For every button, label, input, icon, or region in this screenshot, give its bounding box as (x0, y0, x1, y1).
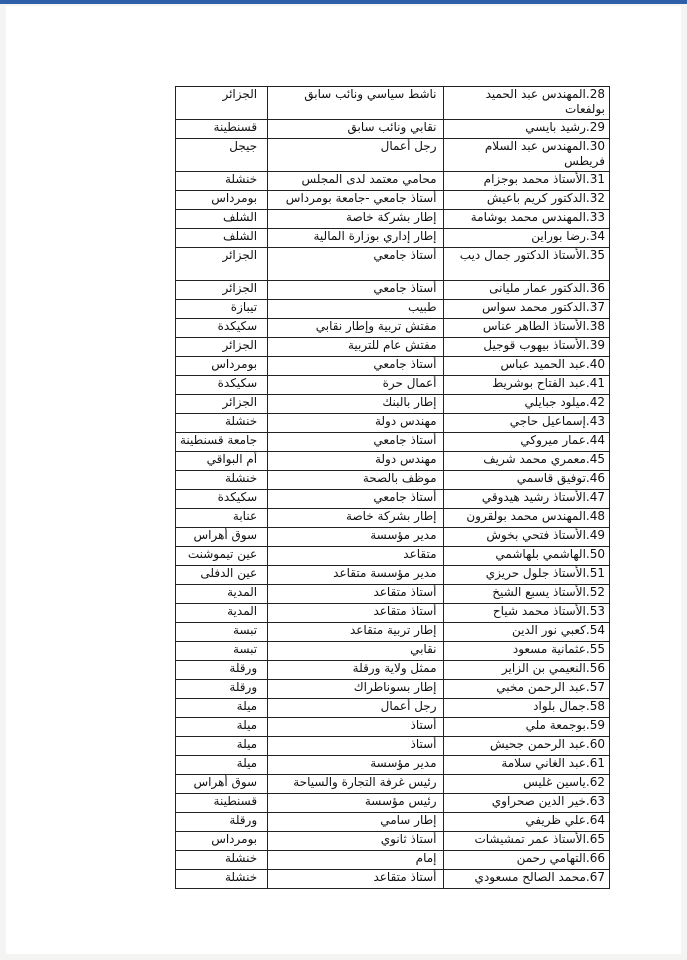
occupation-cell: مفتش تربية وإطار نقابي (268, 319, 443, 338)
name-cell: 60.عبد الرحمن جحيش (443, 737, 609, 756)
occupation-cell: موظف بالصحة (268, 471, 443, 490)
city-cell: الشلف (176, 229, 268, 248)
name-cell: 34.رضا بوراين (443, 229, 609, 248)
occupation-cell: ناشط سياسي ونائب سابق (268, 87, 443, 120)
table-row (176, 680, 610, 699)
occupation-cell: محامي معتمد لدى المجلس (268, 172, 443, 191)
city-cell: الجزائر (176, 87, 268, 120)
table-row (176, 248, 610, 281)
city-cell: الجزائر (176, 395, 268, 414)
table-row (176, 832, 610, 851)
city-cell: المدية (176, 585, 268, 604)
name-cell: 63.خير الدين صحراوي (443, 794, 609, 813)
occupation-cell: رئيس مؤسسة (268, 794, 443, 813)
name-cell: 32.الدكتور كريم باعيش (443, 191, 609, 210)
city-cell: الجزائر (176, 248, 268, 281)
occupation-cell: أعمال حرة (268, 376, 443, 395)
name-cell: 30.المهندس عبد السلام فريطس (443, 139, 609, 172)
name-cell: 61.عبد الغاني سلامة (443, 756, 609, 775)
occupation-cell: إمام (268, 851, 443, 870)
table-row (176, 319, 610, 338)
table-row (176, 737, 610, 756)
table-row (176, 851, 610, 870)
city-cell: جامعة قسنطينة (176, 433, 268, 452)
table-row (176, 338, 610, 357)
name-cell: 52.الأستاذ يسبع الشيخ (443, 585, 609, 604)
table-row (176, 509, 610, 528)
name-cell: 45.معمري محمد شريف (443, 452, 609, 471)
city-cell: سوق أهراس (176, 775, 268, 794)
table-row (176, 376, 610, 395)
name-cell: 35.الأستاذ الدكتور جمال ديب (443, 248, 609, 281)
name-cell: 65.الأستاذ عمر تمشيشات (443, 832, 609, 851)
table-row (176, 490, 610, 509)
city-cell: عين الدفلى (176, 566, 268, 585)
table-row (176, 870, 610, 889)
name-cell: 42.ميلود جبايلي (443, 395, 609, 414)
table-row (176, 547, 610, 566)
occupation-cell: إطار بسوناطراك (268, 680, 443, 699)
city-cell: ميلة (176, 699, 268, 718)
city-cell: قسنطينة (176, 794, 268, 813)
name-cell: 48.المهندس محمد بولقرون (443, 509, 609, 528)
city-cell: ورقلة (176, 813, 268, 832)
members-table (175, 86, 610, 889)
occupation-cell: إطار بشركة خاصة (268, 509, 443, 528)
occupation-cell: أستاذ جامعي (268, 357, 443, 376)
name-cell: 53.الأستاذ محمد شياح (443, 604, 609, 623)
table-row (176, 191, 610, 210)
city-cell: سوق أهراس (176, 528, 268, 547)
occupation-cell: أستاذ متقاعد (268, 604, 443, 623)
name-cell: 62.ياسين غليس (443, 775, 609, 794)
table-row (176, 623, 610, 642)
occupation-cell: رجل أعمال (268, 699, 443, 718)
name-cell: 47.الأستاذ رشيد هيدوقي (443, 490, 609, 509)
occupation-cell: نقابي ونائب سابق (268, 120, 443, 139)
occupation-cell: أستاذ ثانوي (268, 832, 443, 851)
occupation-cell: إطار تربية متقاعد (268, 623, 443, 642)
table-row (176, 87, 610, 120)
table-row (176, 210, 610, 229)
name-cell: 37.الدكتور محمد سواس (443, 300, 609, 319)
name-cell: 57.عبد الرحمن مخبي (443, 680, 609, 699)
occupation-cell: رئيس غرفة التجارة والسياحة (268, 775, 443, 794)
city-cell: قسنطينة (176, 120, 268, 139)
city-cell: عين تيموشنت (176, 547, 268, 566)
city-cell: بومرداس (176, 191, 268, 210)
city-cell: جيجل (176, 139, 268, 172)
city-cell: خنشلة (176, 870, 268, 889)
table-row (176, 281, 610, 300)
city-cell: سكيكدة (176, 490, 268, 509)
name-cell: 39.الأستاذ بيهوب قوجيل (443, 338, 609, 357)
occupation-cell: إطار سامي (268, 813, 443, 832)
name-cell: 44.عمار ميروكي (443, 433, 609, 452)
table-row (176, 120, 610, 139)
occupation-cell: إطار بالبنك (268, 395, 443, 414)
occupation-cell: أستاذ جامعي (268, 490, 443, 509)
occupation-cell: ممثل ولاية ورقلة (268, 661, 443, 680)
document-page (6, 6, 681, 954)
name-cell: 51.الأستاذ جلول حريزي (443, 566, 609, 585)
city-cell: سكيكدة (176, 319, 268, 338)
city-cell: الشلف (176, 210, 268, 229)
occupation-cell: مهندس دولة (268, 414, 443, 433)
name-cell: 54.كعبي نور الدين (443, 623, 609, 642)
occupation-cell: أستاذ جامعي (268, 248, 443, 281)
name-cell: 33.المهندس محمد بوشامة (443, 210, 609, 229)
occupation-cell: مدير مؤسسة متقاعد (268, 566, 443, 585)
occupation-cell: أستاذ متقاعد (268, 585, 443, 604)
city-cell: خنشلة (176, 414, 268, 433)
city-cell: ميلة (176, 718, 268, 737)
name-cell: 43.إسماعيل حاجي (443, 414, 609, 433)
name-cell: 49.الأستاذ فتحي بخوش (443, 528, 609, 547)
city-cell: ورقلة (176, 661, 268, 680)
name-cell: 29.رشيد بايسي (443, 120, 609, 139)
table-row (176, 357, 610, 376)
city-cell: خنشلة (176, 172, 268, 191)
table-row (176, 585, 610, 604)
name-cell: 56.النعيمي بن الزاير (443, 661, 609, 680)
table-row (176, 699, 610, 718)
table-row (176, 395, 610, 414)
table-row (176, 566, 610, 585)
name-cell: 50.الهاشمي بلهاشمي (443, 547, 609, 566)
table-row (176, 471, 610, 490)
name-cell: 64.علي ظريفي (443, 813, 609, 832)
city-cell: تيبازة (176, 300, 268, 319)
city-cell: ميلة (176, 737, 268, 756)
table-row (176, 433, 610, 452)
city-cell: تبسة (176, 642, 268, 661)
table-row (176, 414, 610, 433)
occupation-cell: إطار إداري بوزارة المالية (268, 229, 443, 248)
occupation-cell: إطار بشركة خاصة (268, 210, 443, 229)
city-cell: بومرداس (176, 357, 268, 376)
top-accent-bar (0, 0, 687, 4)
members-table-body (176, 87, 610, 889)
name-cell: 36.الدكتور عمار مليانى (443, 281, 609, 300)
occupation-cell: مدير مؤسسة (268, 528, 443, 547)
occupation-cell: طبيب (268, 300, 443, 319)
city-cell: خنشلة (176, 471, 268, 490)
occupation-cell: مدير مؤسسة (268, 756, 443, 775)
table-row (176, 139, 610, 172)
city-cell: بومرداس (176, 832, 268, 851)
city-cell: أم البواقي (176, 452, 268, 471)
table-row (176, 300, 610, 319)
occupation-cell: أستاذ جامعي (268, 281, 443, 300)
city-cell: الجزائر (176, 281, 268, 300)
table-row (176, 661, 610, 680)
occupation-cell: أستاذ جامعي -جامعة بومرداس (268, 191, 443, 210)
table-row (176, 756, 610, 775)
table-row (176, 813, 610, 832)
table-row (176, 528, 610, 547)
occupation-cell: رجل أعمال (268, 139, 443, 172)
occupation-cell: أستاذ متقاعد (268, 870, 443, 889)
city-cell: عنابة (176, 509, 268, 528)
table-row (176, 172, 610, 191)
table-row (176, 452, 610, 471)
name-cell: 31.الأستاذ محمد بوجزام (443, 172, 609, 191)
occupation-cell: مهندس دولة (268, 452, 443, 471)
name-cell: 28.المهندس عبد الحميد بولفعات (443, 87, 609, 120)
occupation-cell: مفتش عام للتربية (268, 338, 443, 357)
city-cell: ورقلة (176, 680, 268, 699)
occupation-cell: أستاذ جامعي (268, 433, 443, 452)
occupation-cell: أستاذ (268, 718, 443, 737)
city-cell: سكيكدة (176, 376, 268, 395)
name-cell: 38.الأستاذ الطاهر عناس (443, 319, 609, 338)
name-cell: 41.عبد الفتاح بوشريط (443, 376, 609, 395)
city-cell: المدية (176, 604, 268, 623)
city-cell: الجزائر (176, 338, 268, 357)
occupation-cell: أستاذ (268, 737, 443, 756)
name-cell: 66.التهامي رحمن (443, 851, 609, 870)
name-cell: 67.محمد الصالح مسعودي (443, 870, 609, 889)
city-cell: خنشلة (176, 851, 268, 870)
city-cell: ميلة (176, 756, 268, 775)
table-row (176, 229, 610, 248)
name-cell: 58.جمال بلواد (443, 699, 609, 718)
table-row (176, 642, 610, 661)
city-cell: تبسة (176, 623, 268, 642)
occupation-cell: متقاعد (268, 547, 443, 566)
name-cell: 46.توفيق قاسمي (443, 471, 609, 490)
name-cell: 55.عثمانية مسعود (443, 642, 609, 661)
name-cell: 40.عبد الحميد عباس (443, 357, 609, 376)
name-cell: 59.بوجمعة ملي (443, 718, 609, 737)
table-row (176, 604, 610, 623)
occupation-cell: نقابي (268, 642, 443, 661)
table-row (176, 718, 610, 737)
table-row (176, 794, 610, 813)
table-row (176, 775, 610, 794)
